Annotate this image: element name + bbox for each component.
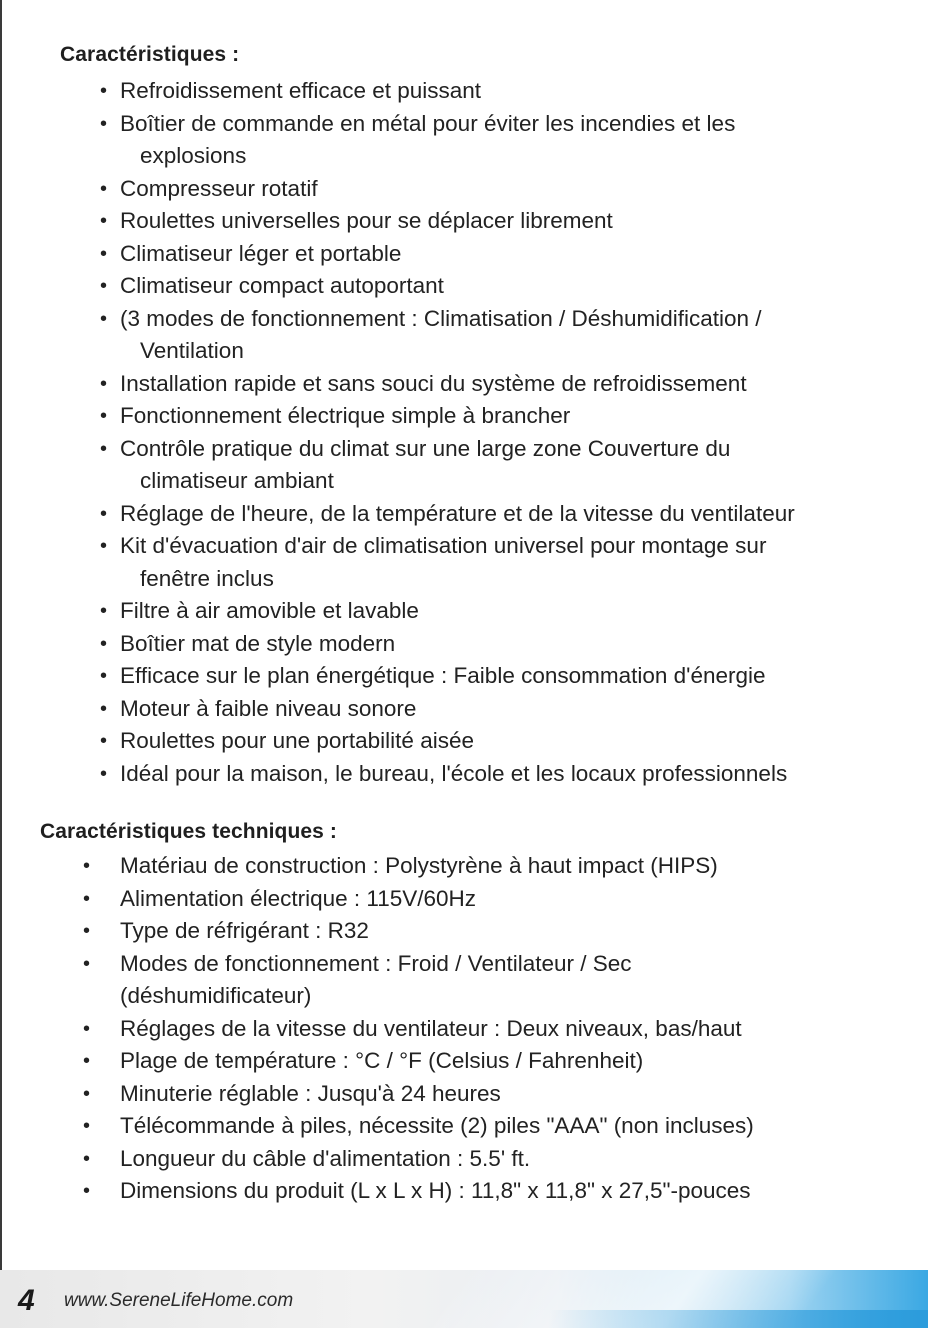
specs-item-text: Minuterie réglable : Jusqu'à 24 heures (120, 1080, 501, 1106)
features-list-item (100, 660, 890, 693)
bullet-icon: • (100, 632, 108, 655)
features-item-text: Installation rapide et sans souci du système de refroidissement (120, 370, 747, 396)
features-list-item (100, 270, 890, 303)
bullet-icon: • (83, 855, 91, 877)
features-item-text: Efficace sur le plan énergétique : Faible consommation d'énergie (120, 663, 766, 688)
specs-item-text: Alimentation électrique : 115V/60Hz (120, 885, 477, 911)
footer-bar (0, 1270, 928, 1328)
bullet-icon: • (100, 275, 108, 297)
features-list-item (100, 368, 890, 401)
bullet-icon: • (100, 405, 108, 427)
bullet-icon: • (100, 665, 108, 687)
features-list-item (100, 400, 890, 433)
features-item-text: Fonctionnement électrique simple à brancher (120, 403, 571, 428)
features-list (100, 75, 890, 790)
features-item-text: (3 modes de fonctionnement : Climatisation / Déshumidification / (120, 305, 762, 331)
bullet-icon: • (100, 697, 108, 720)
features-item-text: Compresseur rotatif (120, 175, 318, 201)
bullet-icon: • (100, 502, 108, 525)
specs-list-item (80, 1143, 880, 1176)
features-list-item (100, 433, 890, 498)
bullet-icon: • (83, 952, 91, 975)
features-list-item (100, 108, 890, 173)
features-item-text: Boîtier de commande en métal pour éviter les incendies et les (120, 110, 736, 136)
specs-item-text: Dimensions du produit (L x L x H) : 11,8" x 11,8" x 27,5"-pouces (120, 1178, 751, 1203)
specs-list-item (80, 1110, 880, 1143)
features-list-item (100, 75, 890, 108)
features-item-text: Roulettes universelles pour se déplacer librement (120, 208, 613, 233)
specs-list (80, 850, 880, 1208)
features-item-continuation: Ventilation (140, 338, 244, 363)
specs-item-text: Type de réfrigérant : R32 (120, 918, 369, 943)
specs-item-text: Matériau de construction : Polystyrène à haut impact (HIPS) (120, 853, 718, 878)
features-list-item (100, 530, 890, 595)
specs-list-item (80, 1175, 880, 1208)
features-item-text: Roulettes pour une portabilité aisée (120, 728, 474, 753)
bullet-icon: • (100, 535, 108, 557)
bullet-icon: • (100, 762, 108, 785)
bullet-icon: • (100, 437, 108, 460)
specs-item-text: Réglages de la vitesse du ventilateur : Deux niveaux, bas/haut (120, 1015, 742, 1041)
features-list-item (100, 498, 890, 531)
bullet-icon: • (100, 112, 108, 135)
bullet-icon: • (83, 1082, 91, 1105)
bullet-icon: • (83, 1147, 91, 1170)
features-item-text: Idéal pour la maison, le bureau, l'école et les locaux professionnels (120, 760, 788, 786)
features-item-text: Moteur à faible niveau sonore (120, 695, 417, 721)
features-item-text: Refroidissement efficace et puissant (120, 78, 482, 103)
specs-item-text: Plage de température : °C / °F (Celsius / Fahrenheit) (120, 1048, 644, 1073)
bullet-icon: • (100, 730, 108, 752)
bullet-icon: • (100, 600, 108, 622)
bullet-icon: • (100, 80, 108, 102)
specs-list-item (80, 915, 880, 948)
features-list-item (100, 238, 890, 271)
specs-list-item (80, 1078, 880, 1111)
website-url: www.SereneLifeHome.com (64, 1290, 294, 1311)
features-item-text: Climatiseur compact autoportant (120, 273, 444, 298)
footer-blue-stripe (548, 1310, 928, 1328)
bullet-icon: • (100, 242, 108, 265)
features-item-continuation: climatiseur ambiant (140, 468, 334, 493)
bullet-icon: • (100, 177, 108, 200)
specs-item-text: Modes de fonctionnement : Froid / Ventilateur / Sec (120, 950, 632, 976)
features-list-item (100, 173, 890, 206)
features-list-item (100, 725, 890, 758)
specs-item-text: Télécommande à piles, nécessite (2) piles "AAA" (non incluses) (120, 1113, 754, 1138)
features-item-continuation: explosions (140, 143, 247, 168)
specs-list-item (80, 948, 880, 1013)
features-item-text: Kit d'évacuation d'air de climatisation universel pour montage sur (120, 533, 767, 558)
bullet-icon: • (83, 887, 91, 910)
specs-list-item (80, 850, 880, 883)
features-item-text: Boîtier mat de style modern (120, 630, 396, 656)
bullet-icon: • (100, 210, 108, 232)
specs-item-continuation: (déshumidificateur) (120, 983, 312, 1008)
bullet-icon: • (83, 1180, 91, 1202)
bullet-icon: • (83, 1050, 91, 1072)
specs-list-item (80, 1045, 880, 1078)
bullet-icon: • (100, 307, 108, 330)
features-list-item (100, 693, 890, 726)
features-list-item (100, 303, 890, 368)
features-item-text: Réglage de l'heure, de la température et de la vitesse du ventilateur (120, 500, 795, 526)
specs-title: Caractéristiques techniques : (40, 820, 337, 843)
specs-list-item (80, 1013, 880, 1046)
features-item-text: Contrôle pratique du climat sur une large zone Couverture du (120, 435, 731, 461)
page-border (0, 0, 2, 1328)
features-list-item (100, 628, 890, 661)
features-item-continuation: fenêtre inclus (140, 565, 274, 591)
features-title: Caractéristiques : (60, 43, 240, 66)
specs-list-item (80, 883, 880, 916)
page-number: 4 (18, 1284, 35, 1317)
bullet-icon: • (83, 1017, 91, 1040)
bullet-icon: • (100, 372, 108, 395)
bullet-icon: • (83, 1115, 91, 1137)
features-list-item (100, 758, 890, 791)
specs-item-text: Longueur du câble d'alimentation : 5.5' ft. (120, 1145, 531, 1171)
features-list-item (100, 595, 890, 628)
features-list-item (100, 205, 890, 238)
features-item-text: Climatiseur léger et portable (120, 240, 402, 266)
features-item-text: Filtre à air amovible et lavable (120, 598, 419, 623)
bullet-icon: • (83, 920, 91, 942)
